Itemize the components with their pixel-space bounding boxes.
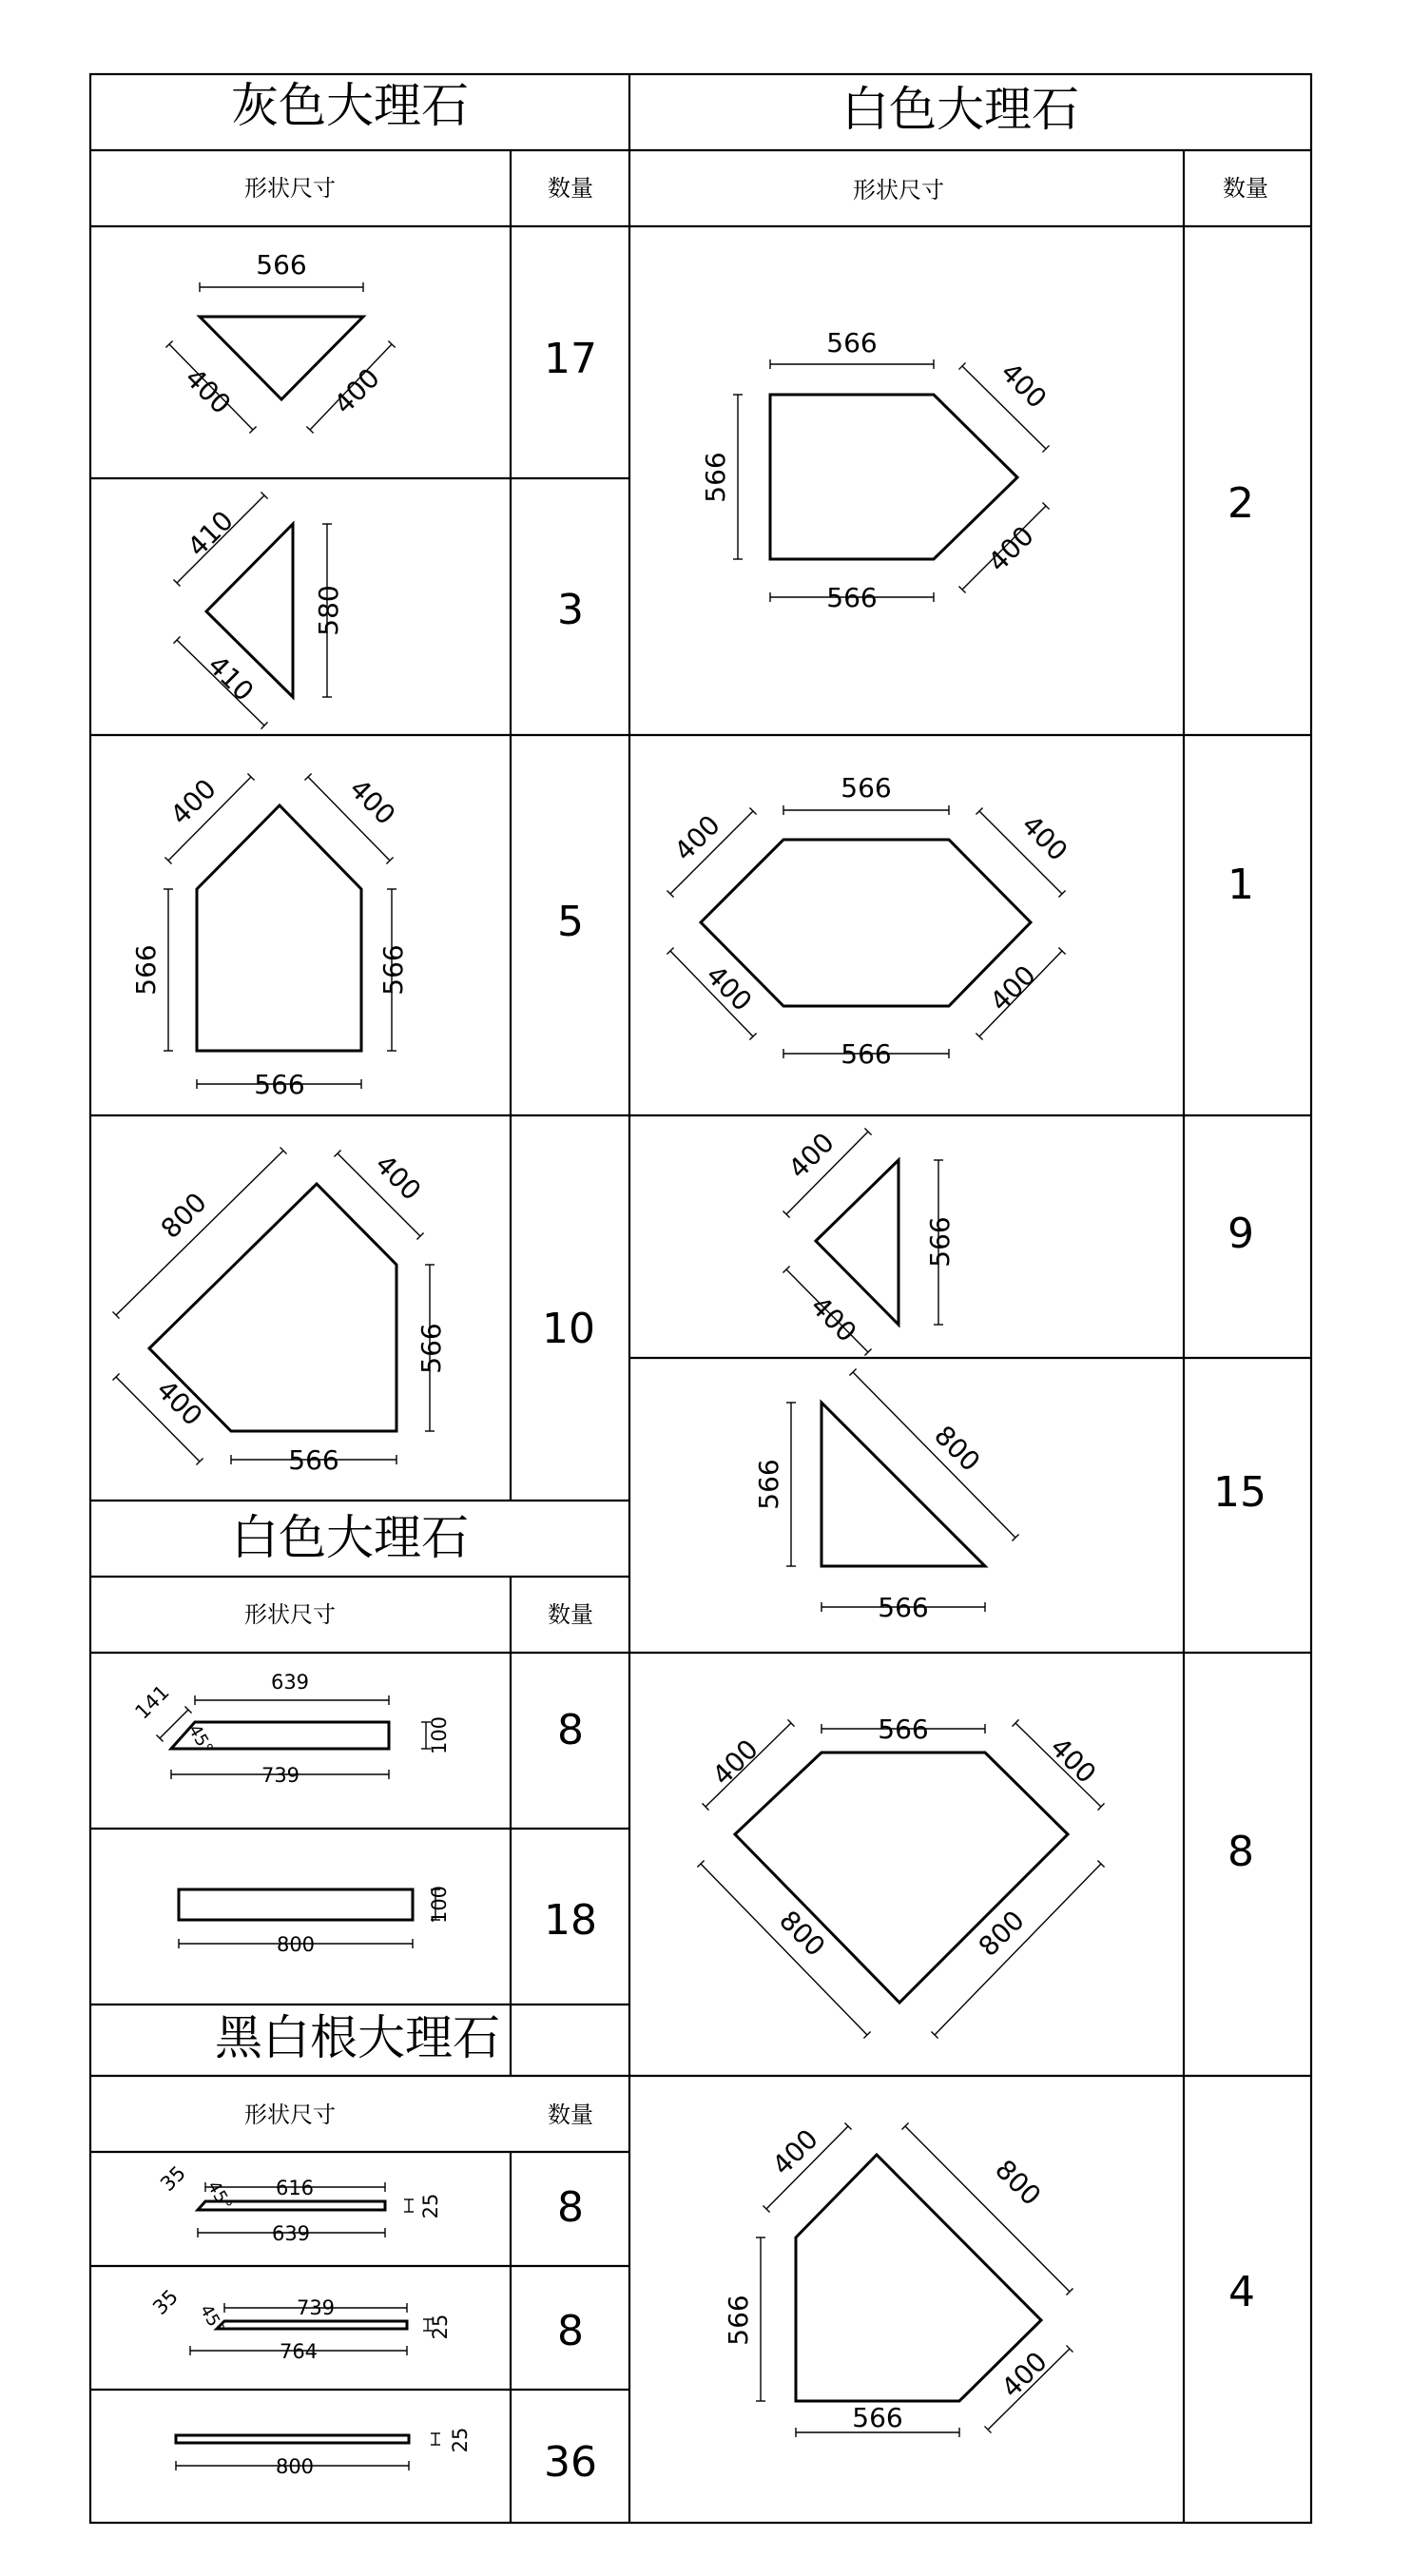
dimension-label: 566 xyxy=(254,1069,305,1100)
house-pentagon-shape xyxy=(197,805,361,1051)
dimension-label: 800 xyxy=(275,2455,315,2478)
dimension-label: 400 xyxy=(706,1733,764,1792)
dimension-label: 566 xyxy=(924,1216,956,1268)
quantity-cell: 8 xyxy=(557,1706,584,1754)
title-black-white-root-marble: 黑白根大理石 xyxy=(215,2010,500,2065)
angle-label: 45° xyxy=(184,1721,217,1758)
title-white-marble: 白色大理石 xyxy=(841,82,1079,137)
dimension-label: 566 xyxy=(878,1592,929,1623)
quantity-cell: 9 xyxy=(1227,1210,1254,1258)
right-triangle-shape xyxy=(821,1403,985,1566)
title-white-marble-strips: 白色大理石 xyxy=(231,1510,469,1565)
dimension-label: 35 xyxy=(156,2161,190,2196)
quantity-cell: 4 xyxy=(1228,2268,1255,2316)
quantities xyxy=(542,335,1266,2487)
quantity-cell: 2 xyxy=(1227,479,1254,528)
dimension-label: 400 xyxy=(164,772,222,831)
dimension-label: 141 xyxy=(130,1680,174,1724)
quantity-cell: 3 xyxy=(557,586,584,634)
dimension-label: 800 xyxy=(154,1186,213,1245)
dimension-label: 400 xyxy=(981,519,1040,578)
header-quantity: 数量 xyxy=(548,175,593,202)
strip-bevel-shape xyxy=(217,2321,407,2329)
dimension-label: 566 xyxy=(878,1714,929,1745)
dimension-label: 764 xyxy=(279,2340,319,2363)
dimension-label: 25 xyxy=(449,2427,472,2453)
quantity-cell: 1 xyxy=(1227,861,1254,909)
dimension-label: 800 xyxy=(928,1419,987,1478)
strip-shape xyxy=(176,2435,409,2443)
dimension-label: 566 xyxy=(841,1038,892,1070)
dimension-label: 566 xyxy=(288,1444,339,1476)
dimension-label: 400 xyxy=(782,1126,841,1185)
dimension-label: 400 xyxy=(343,772,402,831)
header-shape-size: 形状尺寸 xyxy=(244,2101,336,2128)
pentagon-diamond-shape xyxy=(735,1753,1068,2003)
dimension-label: 566 xyxy=(826,582,878,613)
dimension-label: 580 xyxy=(313,585,344,636)
header-quantity: 数量 xyxy=(548,1601,593,1628)
header-quantity: 数量 xyxy=(1223,175,1268,202)
dimension-label: 566 xyxy=(841,772,892,804)
dimension-label: 400 xyxy=(667,808,726,867)
header-quantity: 数量 xyxy=(548,2101,593,2128)
dimension-label: 639 xyxy=(270,1671,310,1694)
dimension-label: 566 xyxy=(130,944,162,996)
quantity-cell: 10 xyxy=(542,1305,595,1353)
dimension-label: 566 xyxy=(723,2295,754,2346)
dimension-label: 100 xyxy=(428,1715,451,1755)
angle-label: 45° xyxy=(203,2178,236,2215)
quantity-cell: 5 xyxy=(557,898,584,946)
quantity-cell: 8 xyxy=(1227,1828,1254,1876)
dimension-label: 400 xyxy=(327,361,386,420)
quantity-cell: 8 xyxy=(557,2307,584,2355)
dimension-label: 400 xyxy=(1015,808,1074,867)
dimension-label: 35 xyxy=(148,2285,183,2319)
dimension-label: 25 xyxy=(429,2314,452,2340)
header-shape-size: 形状尺寸 xyxy=(244,1601,336,1628)
quantity-cell: 17 xyxy=(544,335,597,383)
dimension-label: 566 xyxy=(377,944,409,996)
dimension-label: 639 xyxy=(271,2222,311,2245)
dimension-label: 400 xyxy=(1044,1731,1103,1790)
dimension-label: 400 xyxy=(369,1148,428,1207)
dimension-labels xyxy=(130,249,1102,2478)
pentagon-shape xyxy=(796,2155,1041,2401)
dimension-lines xyxy=(116,287,1101,2466)
strip-shape xyxy=(179,1889,413,1920)
dimension-label: 739 xyxy=(261,1764,300,1787)
house-pentagon-shape xyxy=(770,395,1017,559)
hexagon-shape xyxy=(701,840,1031,1006)
dimension-label: 100 xyxy=(428,1885,451,1925)
title-gray-marble: 灰色大理石 xyxy=(231,78,469,133)
dimension-label: 400 xyxy=(995,356,1053,415)
quantity-cell: 36 xyxy=(544,2438,597,2487)
dimension-label: 566 xyxy=(826,327,878,358)
dimension-label: 400 xyxy=(150,1373,209,1432)
header-shape-size: 形状尺寸 xyxy=(853,177,944,203)
dimension-label: 400 xyxy=(804,1289,863,1348)
table-grid xyxy=(90,74,1311,2523)
dimension-label: 739 xyxy=(296,2296,336,2319)
dimension-label: 566 xyxy=(416,1323,447,1374)
quantity-cell: 15 xyxy=(1213,1468,1266,1517)
dimension-label: 400 xyxy=(995,2345,1053,2404)
dimension-label: 410 xyxy=(202,649,261,707)
quantity-cell: 8 xyxy=(557,2183,584,2232)
quantity-cell: 18 xyxy=(544,1896,597,1945)
dimension-label: 566 xyxy=(700,452,731,503)
dimension-label: 400 xyxy=(765,2122,824,2181)
dimension-label: 616 xyxy=(275,2177,315,2199)
angle-label: 45° xyxy=(195,2301,228,2338)
dimension-label: 800 xyxy=(972,1904,1031,1963)
dimension-label: 25 xyxy=(419,2193,442,2219)
dimension-label: 400 xyxy=(700,959,759,1017)
dimension-label: 400 xyxy=(179,361,238,420)
dimension-label: 566 xyxy=(256,249,307,281)
dimension-label: 800 xyxy=(276,1933,316,1956)
dimension-label: 400 xyxy=(983,959,1042,1017)
dimension-label: 566 xyxy=(753,1459,784,1510)
dimension-label: 410 xyxy=(181,504,240,563)
dimension-label: 800 xyxy=(989,2153,1048,2212)
dimension-label: 800 xyxy=(773,1904,832,1963)
header-shape-size: 形状尺寸 xyxy=(244,175,336,202)
dimension-label: 566 xyxy=(852,2402,903,2433)
